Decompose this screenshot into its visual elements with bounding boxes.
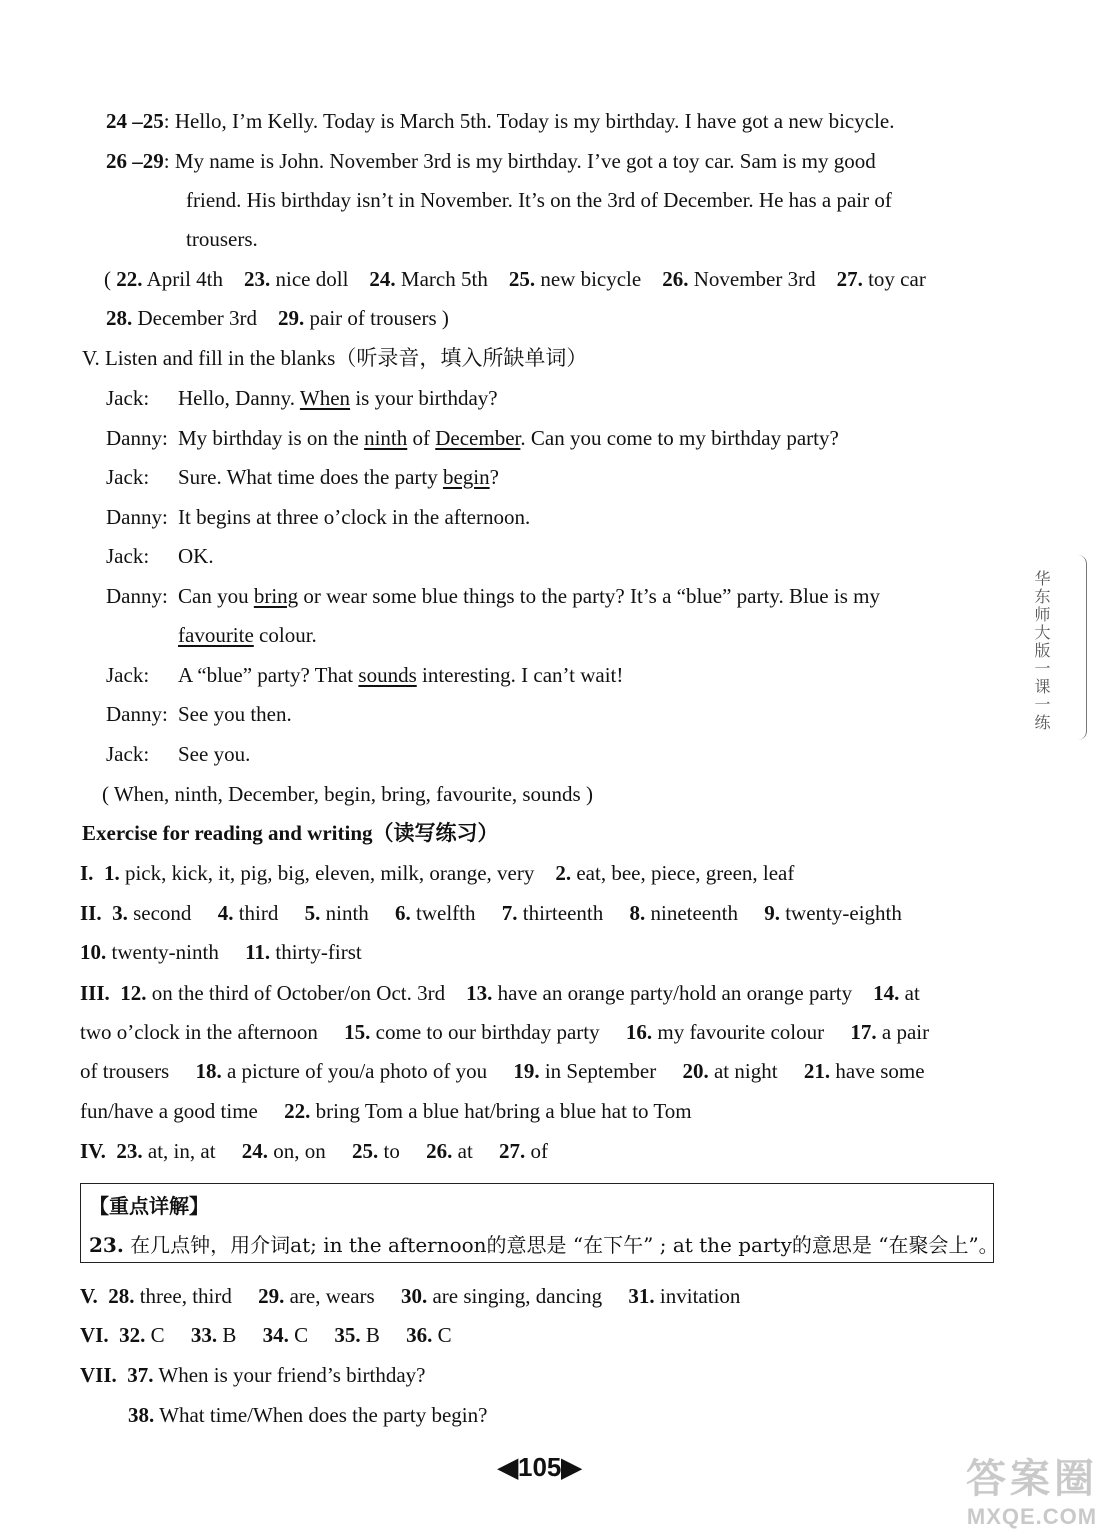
reading-writing-heading: Exercise for reading and writing（读写练习）	[82, 821, 499, 845]
answer-row-iii-cont: fun/have a good time 22. bring Tom a blue hat/bring a blue hat to Tom	[80, 1099, 692, 1123]
answer-row-ii-cont: 10. twenty-ninth 11. thirty-first	[80, 940, 362, 964]
watermark: 答案圈 MXQE.COM	[966, 1457, 1098, 1529]
side-bracket	[1078, 555, 1087, 740]
key-point-title: 【重点详解】	[89, 1194, 209, 1218]
transcript-24-25: 24 –25: Hello, I’m Kelly. Today is March 5th. Today is my birthday. I have got a new bicycle.	[106, 109, 895, 133]
dialogue-line: Danny: It begins at three o’clock in the afternoon.	[106, 505, 531, 529]
answer-row-vii-cont: 38. What time/When does the party begin?	[128, 1403, 488, 1427]
transcript-line: friend. His birthday isn’t in November. It’s on the 3rd of December. He has a pair of	[186, 188, 892, 212]
answer-row-v: V. 28. three, third 29. are, wears 30. are singing, dancing 31. invitation	[80, 1284, 741, 1308]
dialogue-line: Danny: Can you bring or wear some blue things to the party? It’s a “blue” party. Blue is my	[106, 584, 880, 608]
answer-line-22-27: ( 22. April 4th 23. nice doll 24. March 5th 25. new bicycle 26. November 3rd 27. toy car	[104, 267, 926, 291]
section-v-answers: ( When, ninth, December, begin, bring, favourite, sounds )	[102, 782, 593, 806]
answer-row-vii: VII. 37. When is your friend’s birthday?	[80, 1363, 426, 1387]
dialogue-line: Jack: See you.	[106, 742, 251, 766]
dialogue-line: favourite colour.	[178, 623, 317, 647]
dialogue-line: Jack: A “blue” party? That sounds interesting. I can’t wait!	[106, 663, 624, 687]
answer-line-28-29: 28. December 3rd 29. pair of trousers )	[106, 306, 449, 330]
answer-row-iv: IV. 23. at, in, at 24. on, on 25. to 26. at 27. of	[80, 1139, 549, 1163]
answer-row-i: I. 1. pick, kick, it, pig, big, eleven, milk, orange, very 2. eat, bee, piece, green, leaf	[80, 861, 795, 885]
dialogue-line: Jack: OK.	[106, 544, 214, 568]
transcript-line: trousers.	[186, 227, 258, 251]
answer-row-iii-cont: of trousers 18. a picture of you/a photo of you 19. in September 20. at night 21. have some	[80, 1059, 925, 1083]
dialogue-line: Danny: See you then.	[106, 702, 292, 726]
dialogue-line: Jack: Sure. What time does the party begin?	[106, 465, 499, 489]
side-book-label: 华东师大版一课一练	[1032, 570, 1051, 732]
page-number: ◀105▶	[498, 1452, 582, 1482]
answer-row-iii-cont: two o’clock in the afternoon 15. come to our birthday party 16. my favourite colour 17. a pair	[80, 1020, 930, 1044]
transcript-26-29: 26 –29: My name is John. November 3rd is my birthday. I’ve got a toy car. Sam is my good	[106, 149, 876, 173]
key-point-box	[80, 1183, 999, 1263]
answer-row-vi: VI. 32. C 33. B 34. C 35. B 36. C	[80, 1323, 452, 1347]
dialogue-line: Danny: My birthday is on the ninth of December. Can you come to my birthday party?	[106, 426, 839, 450]
section-v-heading: V. Listen and fill in the blanks（听录音，填入所缺单词）	[82, 346, 588, 370]
answer-row-ii: II. 3. second 4. third 5. ninth 6. twelfth 7. thirteenth 8. nineteenth 9. twenty-eighth	[80, 901, 902, 925]
answer-row-iii: III. 12. on the third of October/on Oct. 3rd 13. have an orange party/hold an orange party 14. at	[80, 981, 920, 1005]
dialogue-line: Jack: Hello, Danny. When is your birthday?	[106, 386, 498, 410]
key-point-text: 23. 在几点钟，用介词at; in the afternoon的意思是 “在下午” ; at the party的意思是 “在聚会上”。	[89, 1233, 999, 1257]
